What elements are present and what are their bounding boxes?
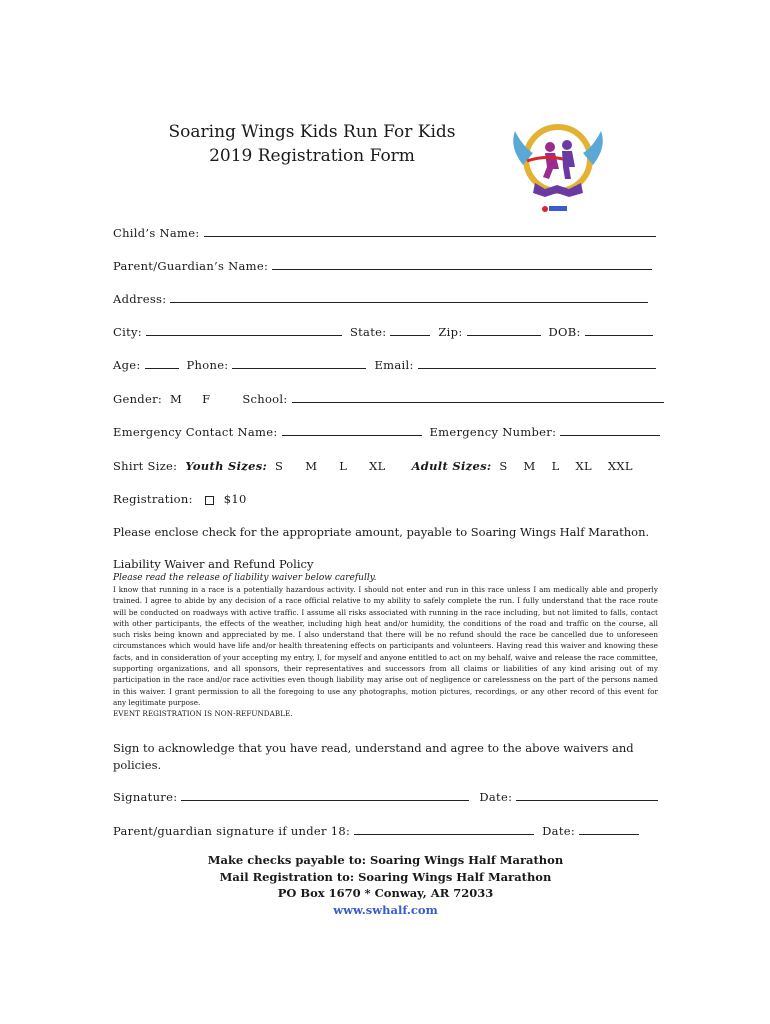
zip-label: Zip: [438,325,463,339]
dob-input[interactable] [585,325,653,336]
shirt-size-label: Shirt Size: [113,459,178,473]
zip-input[interactable] [467,325,541,336]
parent-date-input[interactable] [579,824,639,835]
parent-signature-label: Parent/guardian signature if under 18: [113,824,351,838]
age-input[interactable] [145,358,179,369]
adult-size-xl[interactable]: XL [575,459,592,473]
childs-name-row [113,226,660,240]
po-box-line: PO Box 1670 * Conway, AR 72033 [277,886,494,900]
signature-label: Signature: [113,790,178,804]
waiver-body: I know that running in a race is a potentially hazardous activity. I should not enter and run in this race unless I am medically able and properly trained. I agree to abide by any decision of a race official relative to my ability to safely complete the run. I fully understand that the race route will be conducted on roadways with active traffic. I assume all risks associated with running in the race including, but not limited to falls, contact with other participants, the effects of the weather, including high heat and/or humidity, the conditions of the road and traffic on the course, all such risks being known and appreciated by me. I also understand that there will be no refund should the race be cancelled due to unforeseen circumstances which would have life and/or health threatening effects on participants and volunteers. Having read this waiver and knowing these facts, and in consideration of your accepting my entry, I, for myself and anyone entitled to act on my behalf, waive and release the race committee, supporting organizations, and all sponsors, their representatives and successors from all claims or liabilities of any kind arising out of my participation in the race and/or race activities even though liability may arise out of negligence or carelessness on the part of the persons named in this waiver. I grant permission to all the foregoing to use any photographs, motion pictures, recordings, or any other record of this event for any legitimate purpose. [113,585,658,707]
youth-sizes-label: Youth Sizes: [185,459,268,473]
enclose-check-note: Please enclose check for the appropriate amount, payable to Soaring Wings Half Marathon. [113,525,650,539]
city-row [113,325,657,339]
dob-label: DOB: [548,325,581,339]
youth-size-m[interactable]: M [305,459,318,473]
school-input[interactable] [292,392,664,403]
signature-date-input[interactable] [516,790,658,801]
address-label: Address: [113,292,167,306]
emergency-contact-input[interactable] [282,425,422,436]
youth-size-s[interactable]: S [275,459,284,473]
email-input[interactable] [418,358,656,369]
age-label: Age: [113,358,141,372]
mailing-footer [113,852,658,918]
title-line-2: 2019 Registration Form [209,146,415,166]
waiver-note: Please read the release of liability waiver below carefully. [113,573,377,583]
title-line-1: Soaring Wings Kids Run For Kids [168,122,456,142]
emergency-contact-label: Emergency Contact Name: [113,425,278,439]
registration-fee: $10 [223,492,247,506]
age-phone-email-row [113,358,660,372]
checks-payable-line: Make checks payable to: Soaring Wings Half Marathon [207,853,564,867]
acknowledge-statement: Sign to acknowledge that you have read, understand and agree to the above waivers and policies. [113,741,634,772]
city-input[interactable] [146,325,342,336]
address-input[interactable] [170,292,648,303]
state-input[interactable] [390,325,430,336]
emergency-number-label: Emergency Number: [429,425,557,439]
address-row [113,292,652,306]
parent-name-input[interactable] [272,259,652,270]
gender-label: Gender: [113,392,163,406]
nonrefundable-note: EVENT REGISTRATION IS NON-REFUNDABLE. [113,709,293,719]
youth-size-xl[interactable]: XL [369,459,386,473]
phone-label: Phone: [186,358,229,372]
email-label: Email: [374,358,414,372]
form-title [112,120,512,168]
youth-size-l[interactable]: L [339,459,348,473]
signature-date-label: Date: [479,790,513,804]
website-link[interactable]: www.swhalf.com [333,902,438,917]
parent-signature-input[interactable] [354,824,534,835]
emergency-number-input[interactable] [560,425,660,436]
signature-input[interactable] [181,790,469,801]
school-label: School: [242,392,288,406]
liability-waiver-section [113,556,658,720]
emergency-row [113,425,664,439]
parent-name-label: Parent/Guardian’s Name: [113,259,269,273]
state-label: State: [349,325,387,339]
gender-m-option[interactable]: M [170,392,183,406]
phone-input[interactable] [232,358,366,369]
parent-signature-row [113,824,643,838]
registration-row [113,492,247,506]
childs-name-label: Child’s Name: [113,226,200,240]
city-label: City: [113,325,142,339]
registration-checkbox[interactable] [205,496,214,505]
gender-school-row [113,392,668,406]
adult-size-xxl[interactable]: XXL [607,459,633,473]
gender-f-option[interactable]: F [202,392,211,406]
parent-date-label: Date: [542,824,576,838]
event-logo [505,117,615,217]
waiver-heading: Liability Waiver and Refund Policy [113,557,314,571]
signature-row [113,790,662,804]
adult-size-s[interactable]: S [499,459,508,473]
registration-label: Registration: [113,492,193,506]
parent-name-row [113,259,656,273]
mail-registration-line: Mail Registration to: Soaring Wings Half Marathon [219,869,552,884]
adult-size-l[interactable]: L [551,459,560,473]
adult-sizes-label: Adult Sizes: [411,459,492,473]
adult-size-m[interactable]: M [523,459,536,473]
shirt-size-row [113,459,633,473]
childs-name-input[interactable] [204,226,656,237]
